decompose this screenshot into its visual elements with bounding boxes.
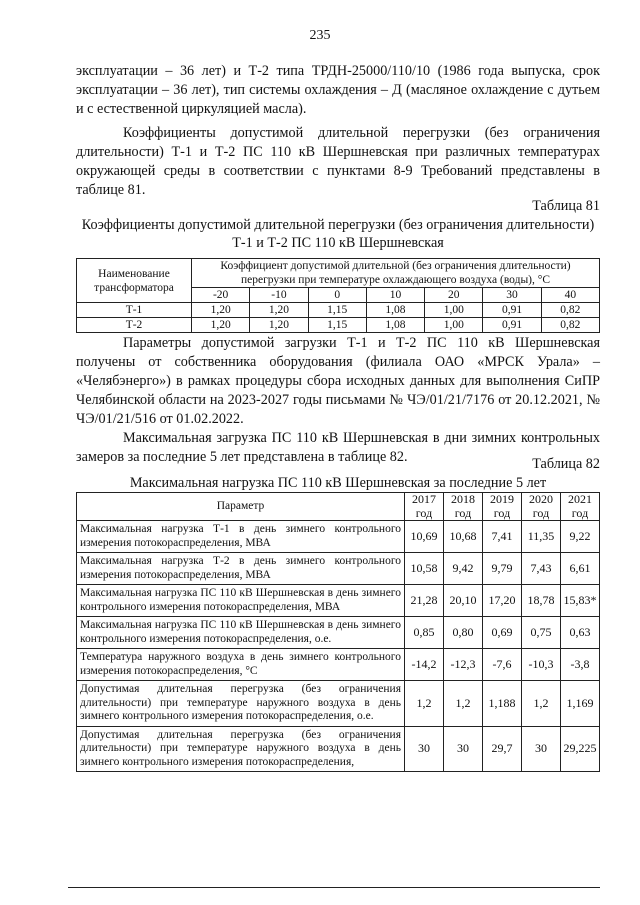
paragraph-transformer-info: эксплуатации – 36 лет) и Т-2 типа ТРДН-25000/110/10 (1986 года выпуска, срок эксплуатации – 36 лет), тип системы охлаждения – Д (масляное охлаждение с дутьем и с естественной циркуляцией масла).	[76, 63, 600, 117]
t82-value: 0,80	[444, 617, 483, 649]
t81-temp-header: -20	[192, 288, 250, 303]
t82-value: 29,225	[561, 726, 600, 772]
t82-row	[77, 617, 600, 649]
t81-transformer-name: Т-2	[77, 318, 192, 333]
t82-value: 20,10	[444, 585, 483, 617]
t81-value: 1,20	[250, 303, 308, 318]
t82-value: 1,2	[405, 681, 444, 727]
t81-header-group: Коэффициент допустимой длительной (без ограничения длительности) перегрузки при температуре охлаждающего воздуха (воды), °С	[192, 259, 600, 288]
t82-value: 9,42	[444, 553, 483, 585]
t81-value: 1,08	[366, 303, 424, 318]
t82-year: 2017	[412, 492, 436, 506]
t82-value: 11,35	[522, 521, 561, 553]
t81-value: 0,91	[483, 303, 541, 318]
t82-value: 0,69	[483, 617, 522, 649]
t81-temp-header: 10	[366, 288, 424, 303]
t82-param: Максимальная нагрузка ПС 110 кВ Шершневская в день зимнего контрольного измерения потокораспределения, о.е.	[77, 617, 405, 649]
t81-value: 1,20	[192, 303, 250, 318]
t82-header-row	[77, 493, 600, 521]
t81-temp-header: 0	[308, 288, 366, 303]
t82-value: 29,7	[483, 726, 522, 772]
t82-row	[77, 726, 600, 772]
t82-value: 30	[522, 726, 561, 772]
t82-value: 21,28	[405, 585, 444, 617]
t82-row	[77, 553, 600, 585]
t81-row	[77, 303, 600, 318]
t82-row	[77, 649, 600, 681]
t82-value: 0,75	[522, 617, 561, 649]
t82-param: Допустимая длительная перегрузка (без ограничения длительности) при температуре наружного воздуха в день зимнего контрольного измерения потокораспределения, о.е.	[77, 681, 405, 727]
t81-value: 1,00	[425, 318, 483, 333]
t82-year-unit: год	[454, 505, 472, 520]
table81-label: Таблица 81	[532, 198, 600, 214]
t82-value: 17,20	[483, 585, 522, 617]
t82-value: 10,69	[405, 521, 444, 553]
t81-value: 1,20	[192, 318, 250, 333]
t82-value: -7,6	[483, 649, 522, 681]
t82-year-unit: год	[571, 505, 589, 520]
t82-value: -14,2	[405, 649, 444, 681]
t82-year-header	[522, 493, 561, 521]
t81-value: 1,15	[308, 318, 366, 333]
t82-value: 7,41	[483, 521, 522, 553]
t82-value: -3,8	[561, 649, 600, 681]
t82-year: 2021	[568, 492, 592, 506]
t81-value: 0,82	[541, 318, 599, 333]
t82-row	[77, 681, 600, 727]
t82-value: 9,22	[561, 521, 600, 553]
t82-value: 0,85	[405, 617, 444, 649]
paragraph-max-load-intro: Максимальная загрузка ПС 110 кВ Шершневская в дни зимних контрольных замеров за последние 5 лет представлена в таблице 82.	[76, 430, 600, 465]
t82-value: 15,83*	[561, 585, 600, 617]
t82-year-unit: год	[532, 505, 550, 520]
table82-caption: Максимальная нагрузка ПС 110 кВ Шершневская за последние 5 лет	[129, 475, 547, 491]
table-max-load	[76, 492, 600, 772]
table82-label: Таблица 82	[532, 456, 600, 472]
page-number: 235	[309, 28, 331, 43]
t82-param: Максимальная нагрузка Т-1 в день зимнего контрольного измерения потокораспределения, МВА	[77, 521, 405, 553]
t81-value: 0,91	[483, 318, 541, 333]
paragraph-data-source: Параметры допустимой загрузки Т-1 и Т-2 ПС 110 кВ Шершневская получены от собственника оборудования (филиала ОАО «МРСК Урала» – «Челябэнерго») в рамках процедуры сбора исходных данных для выполнения СиПР Челябинской области на 2023-2027 годы письмами № ЧЭ/01/21/7176 от 20.12.2021, № ЧЭ/01/21/516 от 01.02.2022.	[76, 335, 600, 427]
t82-param: Максимальная нагрузка Т-2 в день зимнего контрольного измерения потокораспределения, МВА	[77, 553, 405, 585]
t82-value: 30	[444, 726, 483, 772]
t82-value: 9,79	[483, 553, 522, 585]
t82-value: 10,68	[444, 521, 483, 553]
t82-value: 0,63	[561, 617, 600, 649]
t82-value: 7,43	[522, 553, 561, 585]
t81-row	[77, 318, 600, 333]
t81-value: 1,20	[250, 318, 308, 333]
t82-value: 1,2	[522, 681, 561, 727]
t82-header-param: Параметр	[77, 493, 405, 521]
t82-year-header	[561, 493, 600, 521]
t81-temp-header: 40	[541, 288, 599, 303]
t81-temp-header: 20	[425, 288, 483, 303]
table-overload-coefficients	[76, 258, 600, 333]
t81-value: 1,15	[308, 303, 366, 318]
t82-value: 1,188	[483, 681, 522, 727]
t82-value: -12,3	[444, 649, 483, 681]
t82-value: 1,2	[444, 681, 483, 727]
t82-param: Допустимая длительная перегрузка (без ограничения длительности) при температуре наружного воздуха в день зимнего контрольного измерения потокораспределения,	[77, 726, 405, 772]
t82-year: 2018	[451, 492, 475, 506]
t82-year-header	[444, 493, 483, 521]
t82-param: Максимальная нагрузка ПС 110 кВ Шершневская в день зимнего контрольного измерения потокораспределения, МВА	[77, 585, 405, 617]
page-bottom-rule	[68, 887, 600, 888]
t81-value: 1,00	[425, 303, 483, 318]
t82-year-header	[483, 493, 522, 521]
t82-year-unit: год	[493, 505, 511, 520]
paragraph-overload-intro: Коэффициенты допустимой длительной перегрузки (без ограничения длительности) Т-1 и Т-2 ПС 110 кВ Шершневская при различных температурах окружающей среды в соответствии с пунктами 8-9 Требований представлены в таблице 81.	[76, 125, 600, 198]
t82-year: 2020	[529, 492, 553, 506]
t82-param: Температура наружного воздуха в день зимнего контрольного измерения потокораспределения, °С	[77, 649, 405, 681]
t81-temp-header: 30	[483, 288, 541, 303]
t82-row	[77, 521, 600, 553]
t82-value: 10,58	[405, 553, 444, 585]
t81-value: 1,08	[366, 318, 424, 333]
t81-header-name: Наименование трансформатора	[77, 259, 192, 303]
t82-value: 18,78	[522, 585, 561, 617]
t82-value: -10,3	[522, 649, 561, 681]
t82-year-header	[405, 493, 444, 521]
t82-year-unit: год	[415, 505, 433, 520]
t82-value: 30	[405, 726, 444, 772]
t82-value: 1,169	[561, 681, 600, 727]
t82-row	[77, 585, 600, 617]
t81-temp-header: -10	[250, 288, 308, 303]
t81-value: 0,82	[541, 303, 599, 318]
t82-value: 6,61	[561, 553, 600, 585]
table81-caption: Коэффициенты допустимой длительной перегрузки (без ограничения длительности) Т-1 и Т-2 ПС 110 кВ Шершневская	[81, 217, 595, 251]
t81-transformer-name: Т-1	[77, 303, 192, 318]
t82-year: 2019	[490, 492, 514, 506]
